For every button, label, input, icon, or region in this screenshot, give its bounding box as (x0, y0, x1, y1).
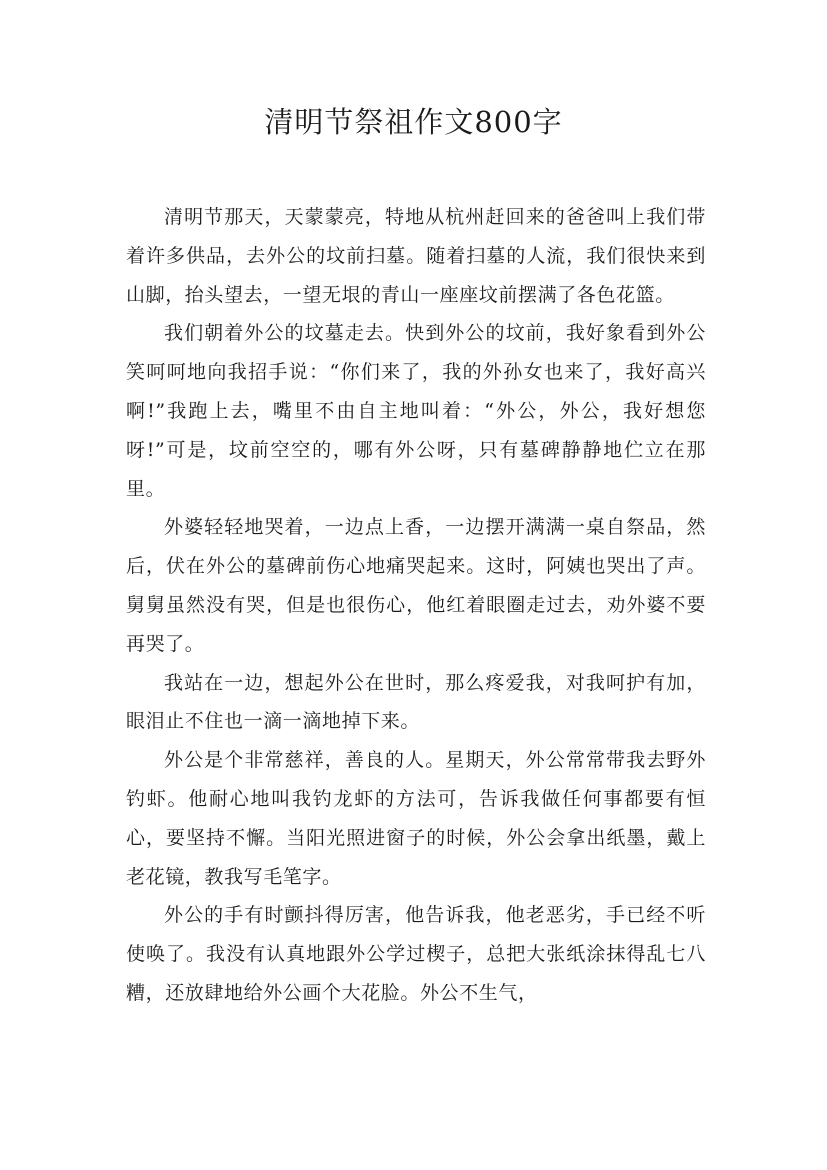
document-title: 清明节祭祖作文800字 (264, 105, 563, 139)
paragraph-3: 外婆轻轻地哭着，一边点上香，一边摆开满满一桌自祭品，然后，伏在外公的墓碑前伤心地痛哭起来。这时，阿姨也哭出了声。舅舅虽然没有哭，但是也很伤心，他红着眼圈走过去，劝外婆不要再哭了。 (126, 516, 706, 655)
paragraph-5: 外公是个非常慈祥，善良的人。星期天，外公常常带我去野外钓虾。他耐心地叫我钓龙虾的方法可，告诉我做任何事都要有恒心，要坚持不懈。当阳光照进窗子的时候，外公会拿出纸墨，戴上老花镜，教我写毛笔字。 (126, 749, 706, 888)
paragraph-1: 清明节那天，天蒙蒙亮，特地从杭州赶回来的爸爸叫上我们带着许多供品，去外公的坟前扫墓。随着扫墓的人流，我们很快来到山脚，抬头望去，一望无垠的青山一座座坟前摆满了各色花篮。 (126, 206, 706, 306)
document-body (126, 198, 706, 1013)
paragraph-4: 我站在一边，想起外公在世时，那么疼爱我，对我呵护有加，眼泪止不住也一滴一滴地掉下来。 (126, 671, 706, 733)
paragraph-2: 我们朝着外公的坟墓走去。快到外公的坟前，我好象看到外公笑呵呵地向我招手说：“你们来了，我的外孙女也来了，我好高兴啊!”我跑上去，嘴里不由自主地叫着：“外公，外公，我好想您呀!”可是，坟前空空的，哪有外公呀，只有墓碑静静地伫立在那里。 (126, 322, 706, 500)
paragraph-6: 外公的手有时颤抖得厉害，他告诉我，他老恶劣，手已经不听使唤了。我没有认真地跟外公学过楔子，总把大张纸涂抹得乱七八糟，还放肆地给外公画个大花脸。外公不生气， (126, 904, 706, 1004)
